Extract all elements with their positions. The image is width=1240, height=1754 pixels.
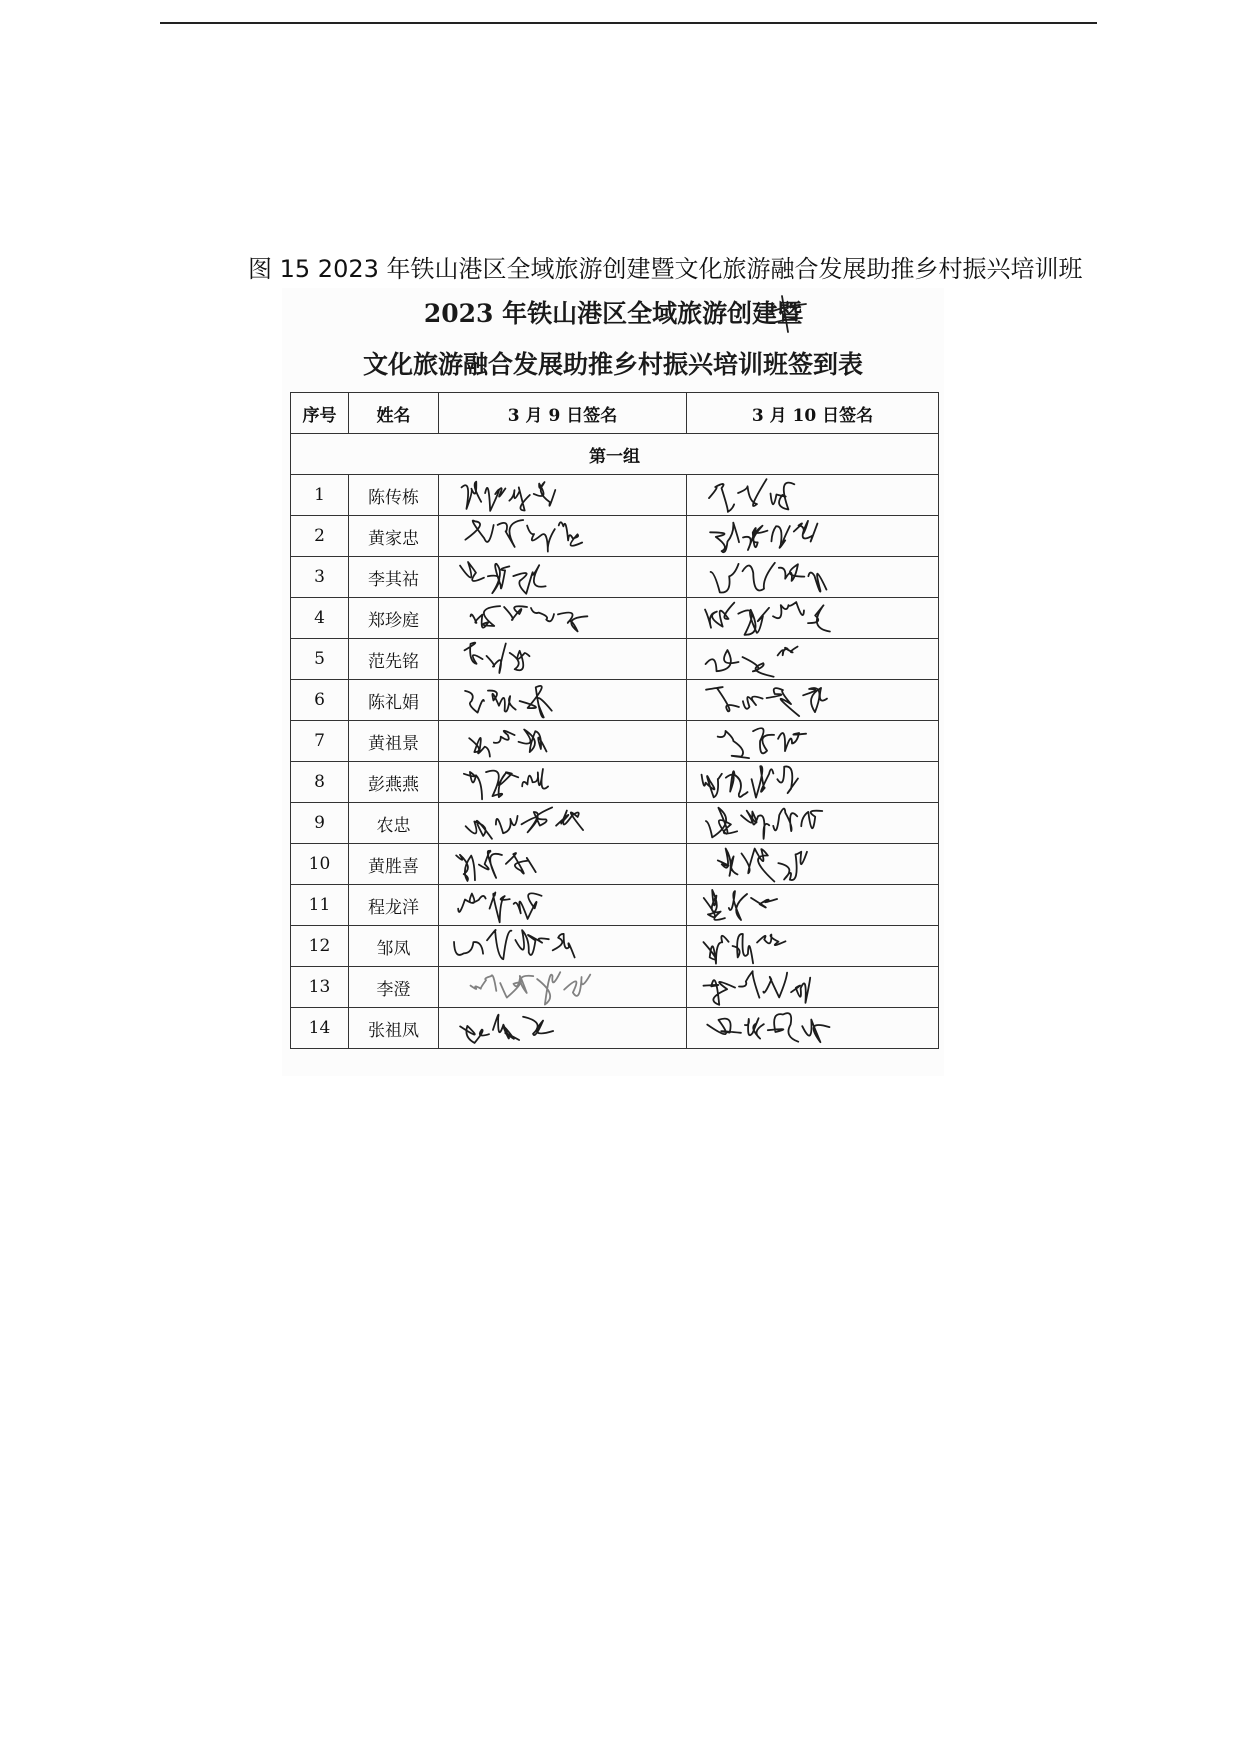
- attendee-name: 陈传栋: [349, 475, 439, 516]
- row-number: 5: [291, 639, 349, 680]
- row-number: 9: [291, 803, 349, 844]
- handwritten-signature: [439, 1002, 686, 1054]
- row-number: 10: [291, 844, 349, 885]
- figure-caption: 图 15 2023 年铁山港区全域旅游创建暨文化旅游融合发展助推乡村振兴培训班: [248, 255, 1083, 283]
- handwritten-signature: [687, 1002, 938, 1054]
- header-cell: 3 月 9 日签名: [439, 393, 687, 434]
- row-number: 3: [291, 557, 349, 598]
- table-row: [291, 1008, 939, 1049]
- attendee-name: 邹凤: [349, 926, 439, 967]
- row-number: 2: [291, 516, 349, 557]
- attendee-name: 郑珍庭: [349, 598, 439, 639]
- signature-day1: [439, 1008, 687, 1049]
- header-cell: 3 月 10 日签名: [687, 393, 939, 434]
- table-header-row: [291, 393, 939, 434]
- header-cell: 序号: [291, 393, 349, 434]
- attendee-name: 彭燕燕: [349, 762, 439, 803]
- form-title-line-1: 2023 年铁山港区全域旅游创建暨: [423, 299, 803, 328]
- scanned-sign-in-sheet: [282, 288, 944, 1076]
- row-number: 4: [291, 598, 349, 639]
- row-number: 12: [291, 926, 349, 967]
- attendee-name: 黄家忠: [349, 516, 439, 557]
- title-pen-mark: [762, 288, 822, 338]
- row-number: 6: [291, 680, 349, 721]
- header-rule: [160, 22, 1097, 24]
- row-number: 1: [291, 475, 349, 516]
- attendee-name: 黄祖景: [349, 721, 439, 762]
- row-number: 13: [291, 967, 349, 1008]
- sign-in-table: [290, 392, 939, 1049]
- form-title-line-2: 文化旅游融合发展助推乡村振兴培训班签到表: [362, 350, 863, 379]
- attendee-name: 农忠: [349, 803, 439, 844]
- row-number: 7: [291, 721, 349, 762]
- attendee-name: 陈礼娟: [349, 680, 439, 721]
- attendee-name: 范先铭: [349, 639, 439, 680]
- row-number: 14: [291, 1008, 349, 1049]
- attendee-name: 黄胜喜: [349, 844, 439, 885]
- row-number: 8: [291, 762, 349, 803]
- row-number: 11: [291, 885, 349, 926]
- group-label: 第一组: [291, 434, 939, 475]
- header-cell: 姓名: [349, 393, 439, 434]
- attendee-name: 张祖凤: [349, 1008, 439, 1049]
- attendee-name: 李澄: [349, 967, 439, 1008]
- attendee-name: 程龙洋: [349, 885, 439, 926]
- attendee-name: 李其祜: [349, 557, 439, 598]
- signature-day2: [687, 1008, 939, 1049]
